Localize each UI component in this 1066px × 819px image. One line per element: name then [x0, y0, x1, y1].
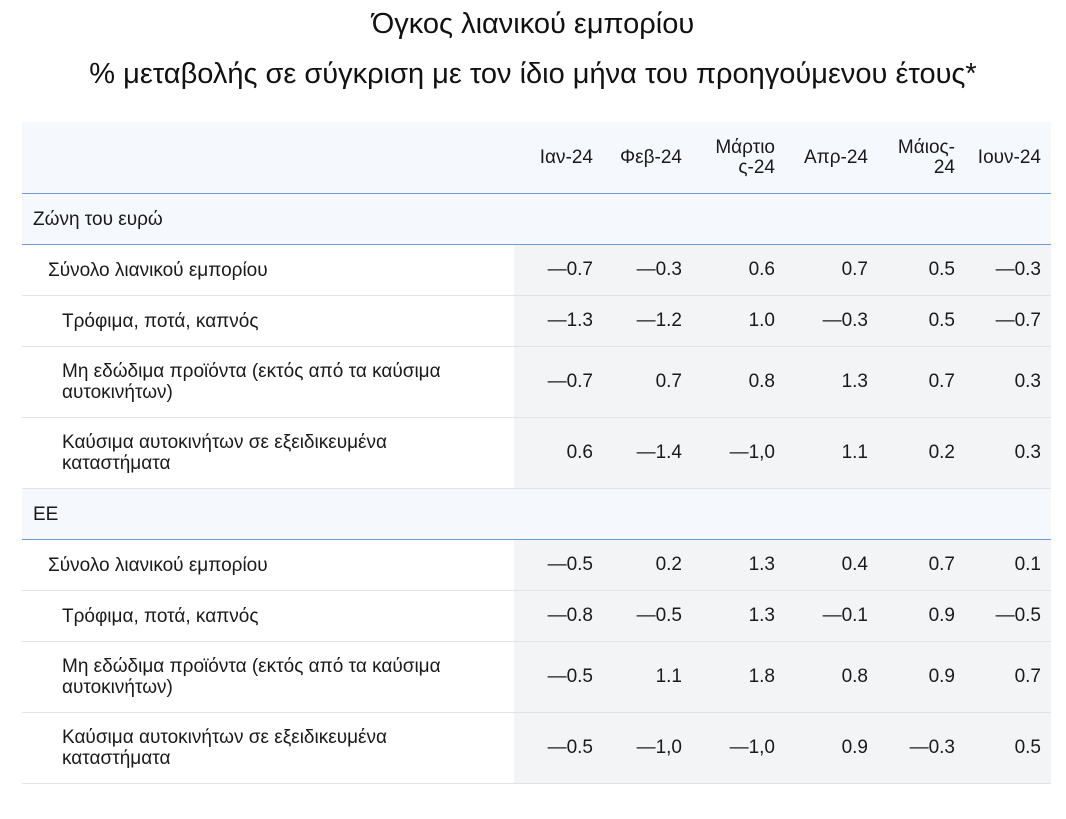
- value-cell: —0.7: [547, 259, 593, 280]
- value-cell: 0.2: [655, 554, 682, 575]
- value-cell: 0.7: [655, 371, 682, 392]
- header-values: [514, 122, 1051, 193]
- value-cell: —1.2: [636, 310, 682, 331]
- value-cell: 0.8: [841, 666, 868, 687]
- value-cell: 1.1: [655, 666, 682, 687]
- retail-volume-table: [22, 122, 1051, 784]
- value-cell: —0.5: [995, 605, 1041, 626]
- column-header: Μάρτιο ς-24: [715, 136, 775, 178]
- table-row: [22, 713, 1051, 784]
- value-cell: —1,0: [636, 737, 682, 758]
- value-cell: 1.8: [748, 666, 775, 687]
- value-cell: —0.8: [547, 605, 593, 626]
- row-label: Μη εδώδιμα προϊόντα (εκτός από τα καύσιμα αυτοκινήτων): [22, 642, 514, 712]
- value-cell: —1,0: [729, 737, 775, 758]
- table-row: [22, 540, 1051, 591]
- value-cell: 0.7: [841, 259, 868, 280]
- page-title: Όγκος λιανικού εμπορίου: [371, 8, 695, 40]
- section-label: ΕΕ: [33, 503, 59, 525]
- page-subtitle: % μεταβολής σε σύγκριση με τον ίδιο μήνα του προηγούμενου έτους*: [89, 58, 977, 90]
- row-label: Σύνολο λιανικού εμπορίου: [22, 540, 514, 590]
- value-cell: —1.4: [636, 442, 682, 463]
- value-cell: —0.3: [822, 310, 868, 331]
- value-cell: 0.5: [928, 310, 955, 331]
- header-label-cell: [22, 122, 514, 193]
- value-cell: 0.9: [928, 605, 955, 626]
- value-cell: —0.3: [909, 737, 955, 758]
- value-cell: 0.6: [748, 259, 775, 280]
- value-cell: 0.1: [1014, 554, 1041, 575]
- value-cell: 0.9: [928, 666, 955, 687]
- value-cell: 0.7: [928, 554, 955, 575]
- value-cell: 0.6: [566, 442, 593, 463]
- table-row: [22, 245, 1051, 296]
- value-cell: 0.3: [1014, 442, 1041, 463]
- column-header: Μάιος- 24: [897, 136, 955, 178]
- value-cell: —0.3: [995, 259, 1041, 280]
- value-cell: 0.5: [1014, 737, 1041, 758]
- value-cell: —0.3: [636, 259, 682, 280]
- value-cell: 0.9: [841, 737, 868, 758]
- value-cell: —0.5: [636, 605, 682, 626]
- table-row: [22, 642, 1051, 713]
- value-cell: 1.3: [748, 554, 775, 575]
- column-header: Απρ-24: [803, 146, 868, 168]
- table-row: [22, 347, 1051, 418]
- row-label: Σύνολο λιανικού εμπορίου: [22, 245, 514, 295]
- value-cell: —0.7: [547, 371, 593, 392]
- table-row: [22, 296, 1051, 347]
- value-cell: 0.8: [748, 371, 775, 392]
- value-cell: 0.7: [1014, 666, 1041, 687]
- section-row-eu: [22, 489, 1051, 540]
- value-cell: —0.5: [547, 666, 593, 687]
- value-cell: 0.5: [928, 259, 955, 280]
- value-cell: 0.2: [928, 442, 955, 463]
- value-cell: 1.0: [748, 310, 775, 331]
- value-cell: —0.5: [547, 737, 593, 758]
- value-cell: 0.4: [841, 554, 868, 575]
- column-header: Ιουν-24: [977, 146, 1041, 168]
- row-label: Καύσιμα αυτοκινήτων σε εξειδικευμένα καταστήματα: [22, 418, 514, 488]
- column-header: Φεβ-24: [619, 146, 682, 168]
- row-label: Καύσιμα αυτοκινήτων σε εξειδικευμένα καταστήματα: [22, 713, 514, 783]
- value-cell: 1.3: [841, 371, 868, 392]
- table-row: [22, 591, 1051, 642]
- value-cell: —1.3: [547, 310, 593, 331]
- table-header-row: [22, 122, 1051, 194]
- value-cell: —0.1: [822, 605, 868, 626]
- value-cell: 1.3: [748, 605, 775, 626]
- value-cell: 0.7: [928, 371, 955, 392]
- value-cell: —1,0: [729, 442, 775, 463]
- table-row: [22, 418, 1051, 489]
- value-cell: 1.1: [841, 442, 868, 463]
- section-row-eurozone: [22, 194, 1051, 245]
- row-label: Τρόφιμα, ποτά, καπνός: [22, 296, 514, 346]
- value-cell: —0.5: [547, 554, 593, 575]
- value-cell: —0.7: [995, 310, 1041, 331]
- value-cell: 0.3: [1014, 371, 1041, 392]
- column-header: Ιαν-24: [539, 146, 593, 168]
- section-label: Ζώνη του ευρώ: [33, 208, 163, 230]
- row-label: Μη εδώδιμα προϊόντα (εκτός από τα καύσιμα αυτοκινήτων): [22, 347, 514, 417]
- row-label: Τρόφιμα, ποτά, καπνός: [22, 591, 514, 641]
